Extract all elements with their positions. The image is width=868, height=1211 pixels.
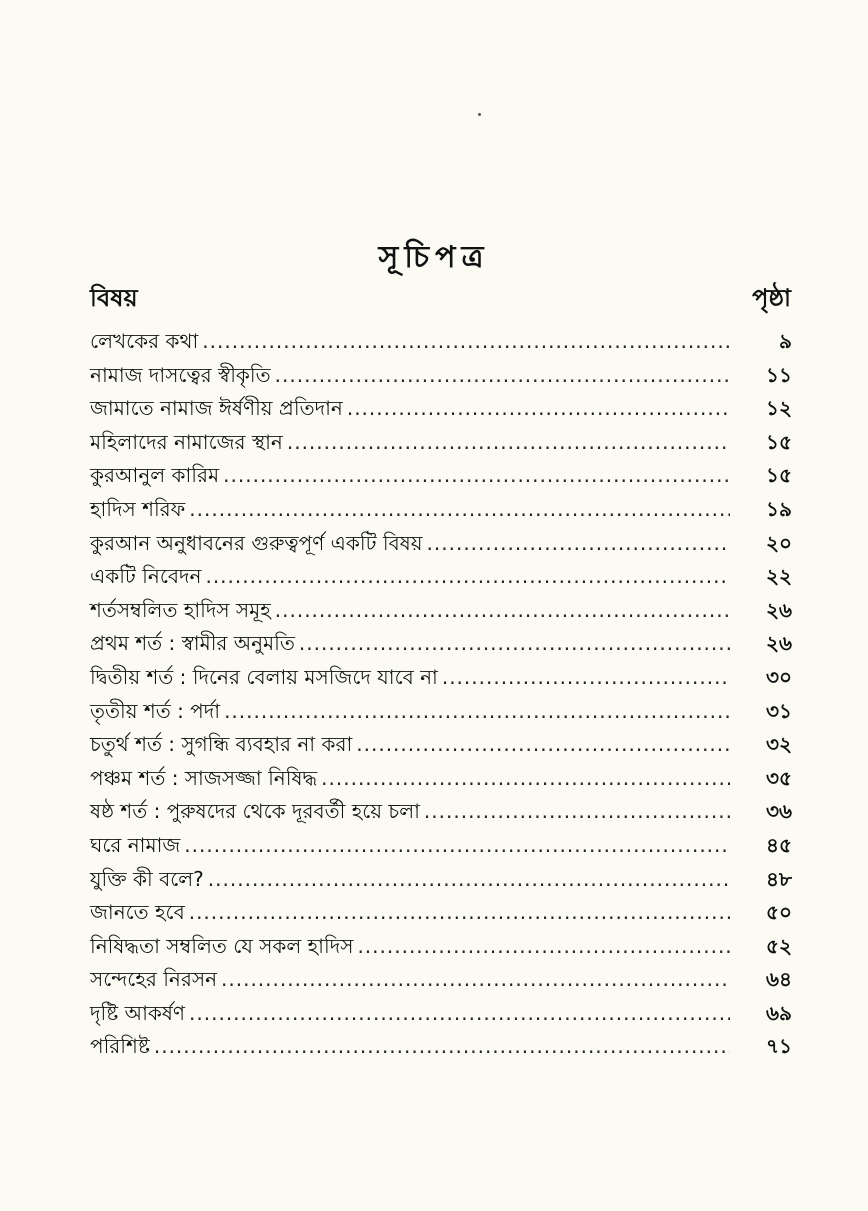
toc-entry-title: দৃষ্টি আকর্ষণ — [90, 1000, 186, 1025]
dot-leader — [154, 1030, 730, 1064]
dot-leader — [208, 863, 730, 897]
toc-entry-title: তৃতীয় শর্ত : পর্দা — [90, 698, 221, 723]
toc-entry-page: ৬৯ — [766, 1000, 792, 1025]
toc-entry — [90, 493, 792, 527]
dot-leader — [221, 963, 730, 997]
toc-entry — [90, 661, 792, 695]
toc-entry-title: হাদিস শরিফ — [90, 496, 186, 521]
toc-entry — [90, 863, 792, 897]
toc-entry-title: ষষ্ঠ শর্ত : পুরুষদের থেকে দূরবর্তী হয়ে চলা — [90, 799, 420, 824]
toc-entry-page: ৭১ — [766, 1034, 792, 1059]
toc-entry — [90, 997, 792, 1031]
dot-leader — [184, 829, 730, 863]
toc-entry-title: ঘরে নামাজ — [90, 832, 181, 857]
toc-entry-title: দ্বিতীয় শর্ত : দিনের বেলায় মসজিদে যাবে না — [90, 664, 438, 689]
toc-entry — [90, 1030, 792, 1064]
toc-entry — [90, 325, 792, 359]
toc-entry-title: জানতে হবে — [90, 900, 185, 925]
toc-entry-title: সন্দেহের নিরসন — [90, 967, 218, 992]
dot-leader — [442, 661, 730, 695]
topic-column-header: বিষয় — [90, 284, 138, 312]
toc-entry-page: ৩৬ — [765, 799, 792, 824]
dot-leader — [424, 795, 730, 829]
toc-entry — [90, 829, 792, 863]
toc-entry-page: ৯ — [779, 329, 792, 353]
toc-entry — [90, 795, 792, 829]
toc-entry — [90, 930, 792, 964]
toc-entry — [90, 762, 792, 796]
toc-entry-page: ৫২ — [766, 933, 792, 958]
dot-leader — [357, 930, 730, 964]
dot-leader — [356, 728, 730, 762]
toc-entry — [90, 392, 792, 426]
dot-leader — [189, 493, 730, 527]
toc-entry — [90, 426, 792, 460]
toc-entry-title: জামাতে নামাজ ঈর্ষণীয় প্রতিদান — [90, 396, 343, 421]
toc-entry-title: পঞ্চম শর্ত : সাজসজ্জা নিষিদ্ধ — [90, 765, 318, 790]
toc-entry-title: কুরআনুল কারিম — [90, 463, 220, 488]
toc-entry-page: ১৫ — [766, 463, 792, 488]
toc-entry-page: ২৬ — [765, 631, 792, 656]
toc-entry-title: প্রথম শর্ত : স্বামীর অনুমতি — [90, 631, 295, 656]
dot-leader — [347, 392, 730, 426]
toc-entry-page: ১১ — [766, 362, 792, 387]
toc-entry — [90, 627, 792, 661]
toc-entry-title: কুরআন অনুধাবনের গুরুত্বপূর্ণ একটি বিষয় — [90, 530, 423, 555]
toc-entry-title: যুক্তি কী বলে? — [90, 866, 204, 891]
toc-entry-title: লেখকের কথা — [90, 329, 199, 353]
dot-leader — [275, 594, 730, 628]
toc-entry — [90, 560, 792, 594]
dot-leader — [205, 560, 730, 594]
toc-entry — [90, 459, 792, 493]
toc-entry-page: ১২ — [766, 396, 792, 421]
toc-entry-page: ২২ — [765, 564, 792, 589]
toc-entry-page: ৬৪ — [766, 967, 792, 992]
dot-leader — [189, 997, 730, 1031]
dot-leader — [202, 325, 730, 359]
dot-leader — [299, 627, 730, 661]
toc-entry-page: ৩২ — [765, 732, 792, 757]
dot-leader — [287, 426, 730, 460]
toc-entry-title: নামাজ দাসত্বের স্বীকৃতি — [90, 362, 271, 387]
dot-leader — [427, 527, 730, 561]
toc-entry-page: ৪৮ — [766, 866, 792, 891]
toc-entry-page: ১৯ — [766, 496, 792, 521]
toc-entry — [90, 896, 792, 930]
toc-entry — [90, 594, 792, 628]
toc-entry-page: ৫০ — [766, 900, 792, 925]
toc-entry-page: ৩১ — [766, 698, 792, 723]
dot-leader — [275, 359, 730, 393]
page-column-header: পৃষ্ঠা — [752, 284, 791, 312]
toc-entry-title: একটি নিবেদন — [90, 564, 202, 589]
toc-entry — [90, 963, 792, 997]
toc-entry-title: মহিলাদের নামাজের স্থান — [90, 429, 283, 454]
toc-entry-page: ৩৫ — [766, 765, 792, 790]
toc-entry-title: শর্তসম্বলিত হাদিস সমূহ — [90, 597, 271, 622]
paper-speck — [478, 113, 481, 116]
toc-entry-title: নিষিদ্ধতা সম্বলিত যে সকল হাদিস — [90, 933, 354, 958]
toc-entry-page: ২০ — [765, 530, 792, 555]
toc-entry-title: পরিশিষ্ট — [90, 1034, 150, 1059]
dot-leader — [223, 459, 730, 493]
dot-leader — [189, 896, 730, 930]
toc-entry — [90, 695, 792, 729]
toc-entry — [90, 527, 792, 561]
toc-entry-page: ৪৫ — [766, 832, 792, 857]
dot-leader — [224, 695, 730, 729]
dot-leader — [321, 762, 730, 796]
table-of-contents — [90, 325, 792, 1064]
toc-entry — [90, 728, 792, 762]
toc-entry — [90, 359, 792, 393]
toc-entry-title: চতুর্থ শর্ত : সুগন্ধি ব্যবহার না করা — [90, 732, 353, 757]
toc-entry-page: ২৬ — [765, 597, 792, 622]
page-title: সূচিপত্র — [378, 240, 490, 275]
toc-entry-page: ১৫ — [766, 429, 792, 454]
toc-entry-page: ৩০ — [765, 664, 792, 689]
